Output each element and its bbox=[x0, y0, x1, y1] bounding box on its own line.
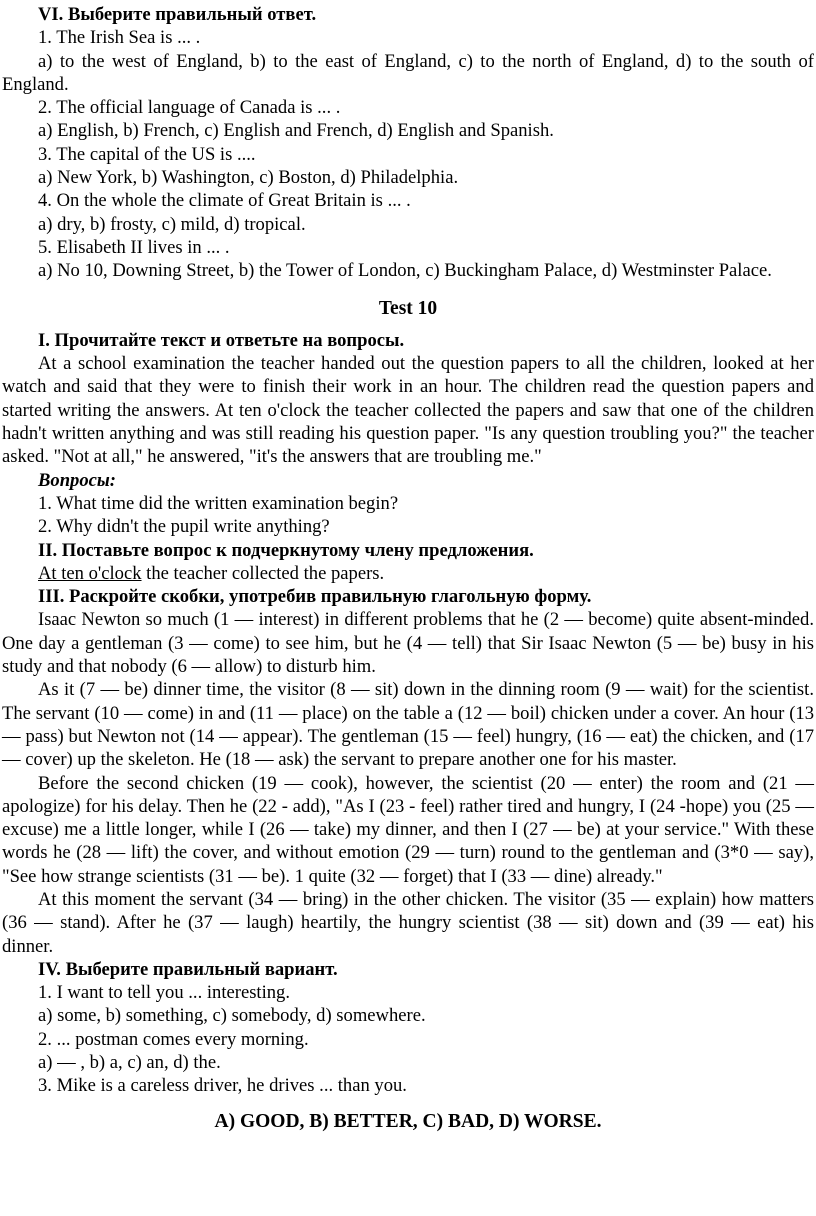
question-item: 4. On the whole the climate of Great Britain is ... . bbox=[38, 190, 411, 212]
section6-heading: VI. Выберите правильный ответ. bbox=[38, 4, 317, 25]
question-item: 1. What time did the written examination begin? bbox=[38, 492, 399, 514]
answer-options: a) to the west of England, b) to the east of England, c) to the north of England, d) to the south of England. bbox=[2, 50, 814, 95]
underlined-phrase: At ten o'clock bbox=[38, 562, 142, 584]
exercise-paragraph: At this moment the servant (34 — bring) in the other chicken. The visitor (35 — explain) how matters (36 — stand). After he (37 — laugh) heartily, the hungry scientist (38 — sit) down and (39 — eat) his dinner. bbox=[2, 888, 814, 957]
question-item: 3. The capital of the US is .... bbox=[38, 143, 256, 165]
reading-text: At a school examination the teacher handed out the question papers to all the children, looked at her watch and said that they were to finish their work in an hour. The children read the question papers and started writing the answers. At ten o'clock the teacher collected the papers and saw that one of the children hadn't written anything and was still reading his question paper. "Is any question troubling you?" the teacher asked. "Not at all," he answered, "it's the answers that are troubling me." bbox=[2, 353, 814, 468]
part2-sentence bbox=[2, 562, 814, 585]
answer-options: a) English, b) French, c) English and French, d) English and Spanish. bbox=[38, 120, 554, 142]
questions-label: Вопросы: bbox=[38, 469, 116, 491]
question-item: 5. Elisabeth II lives in ... . bbox=[38, 236, 230, 258]
sentence-rest: the teacher collected the papers. bbox=[141, 562, 385, 584]
test-title: Test 10 bbox=[378, 297, 438, 319]
part3-heading: III. Раскройте скобки, употребив правильную глагольную форму. bbox=[38, 586, 592, 608]
final-options: A) GOOD, B) BETTER, C) BAD, D) WORSE. bbox=[214, 1110, 602, 1132]
answer-options: a) dry, b) frosty, c) mild, d) tropical. bbox=[38, 213, 306, 235]
question-item: 1. I want to tell you ... interesting. bbox=[38, 982, 291, 1004]
answer-options: a) some, b) something, c) somebody, d) somewhere. bbox=[38, 1005, 426, 1027]
question-item: 2. ... postman comes every morning. bbox=[38, 1028, 309, 1050]
part1-heading: I. Прочитайте текст и ответьте на вопросы. bbox=[38, 329, 405, 351]
question-item: 2. The official language of Canada is ... . bbox=[38, 97, 341, 119]
answer-options: a) No 10, Downing Street, b) the Tower of London, c) Buckingham Palace, d) Westminster Palace. bbox=[38, 260, 772, 282]
exercise-paragraph: Isaac Newton so much (1 — interest) in different problems that he (2 — become) quite absent-minded. One day a gentleman (3 — come) to see him, but he (4 — tell) that Sir Isaac Newton (5 — be) busy in his study and that nobody (6 — allow) to disturb him. bbox=[2, 609, 814, 678]
answer-options: a) New York, b) Washington, c) Boston, d) Philadelphia. bbox=[38, 167, 459, 189]
answer-options: a) — , b) a, c) an, d) the. bbox=[38, 1052, 221, 1074]
part4-heading: IV. Выберите правильный вариант. bbox=[38, 958, 338, 980]
question-item: 2. Why didn't the pupil write anything? bbox=[38, 516, 330, 538]
question-item: 3. Mike is a careless driver, he drives ... than you. bbox=[38, 1075, 407, 1097]
question-item: 1. The Irish Sea is ... . bbox=[38, 27, 201, 49]
exercise-paragraph: Before the second chicken (19 — cook), however, the scientist (20 — enter) the room and (21 — apologize) for his delay. Then he (22 - add), "As I (23 - feel) rather tired and hungry, I (24 -hope) you (25 — excuse) me a little longer, while I (26 — take) my dinner, and then I (27 — be) at your service." With these words he (28 — lift) the cover, and without emotion (29 — turn) round to the gentleman and (3*0 — say), "See how strange scientists (31 — be). 1 quite (32 — forget) that I (33 — dine) already." bbox=[2, 772, 814, 887]
exercise-paragraph: As it (7 — be) dinner time, the visitor (8 — sit) down in the dinning room (9 — wait) for the scientist. The servant (10 — come) in and (11 — place) on the table a (12 — boil) chicken under a cover. An hour (13 — pass) but Newton not (14 — appear). The gentleman (15 — feel) hungry, (16 — eat) the chicken, and (17 — cover) up the skeleton. He (18 — ask) the servant to prepare another one for his master. bbox=[2, 679, 814, 771]
part2-heading: II. Поставьте вопрос к подчеркнутому члену предложения. bbox=[38, 539, 534, 561]
